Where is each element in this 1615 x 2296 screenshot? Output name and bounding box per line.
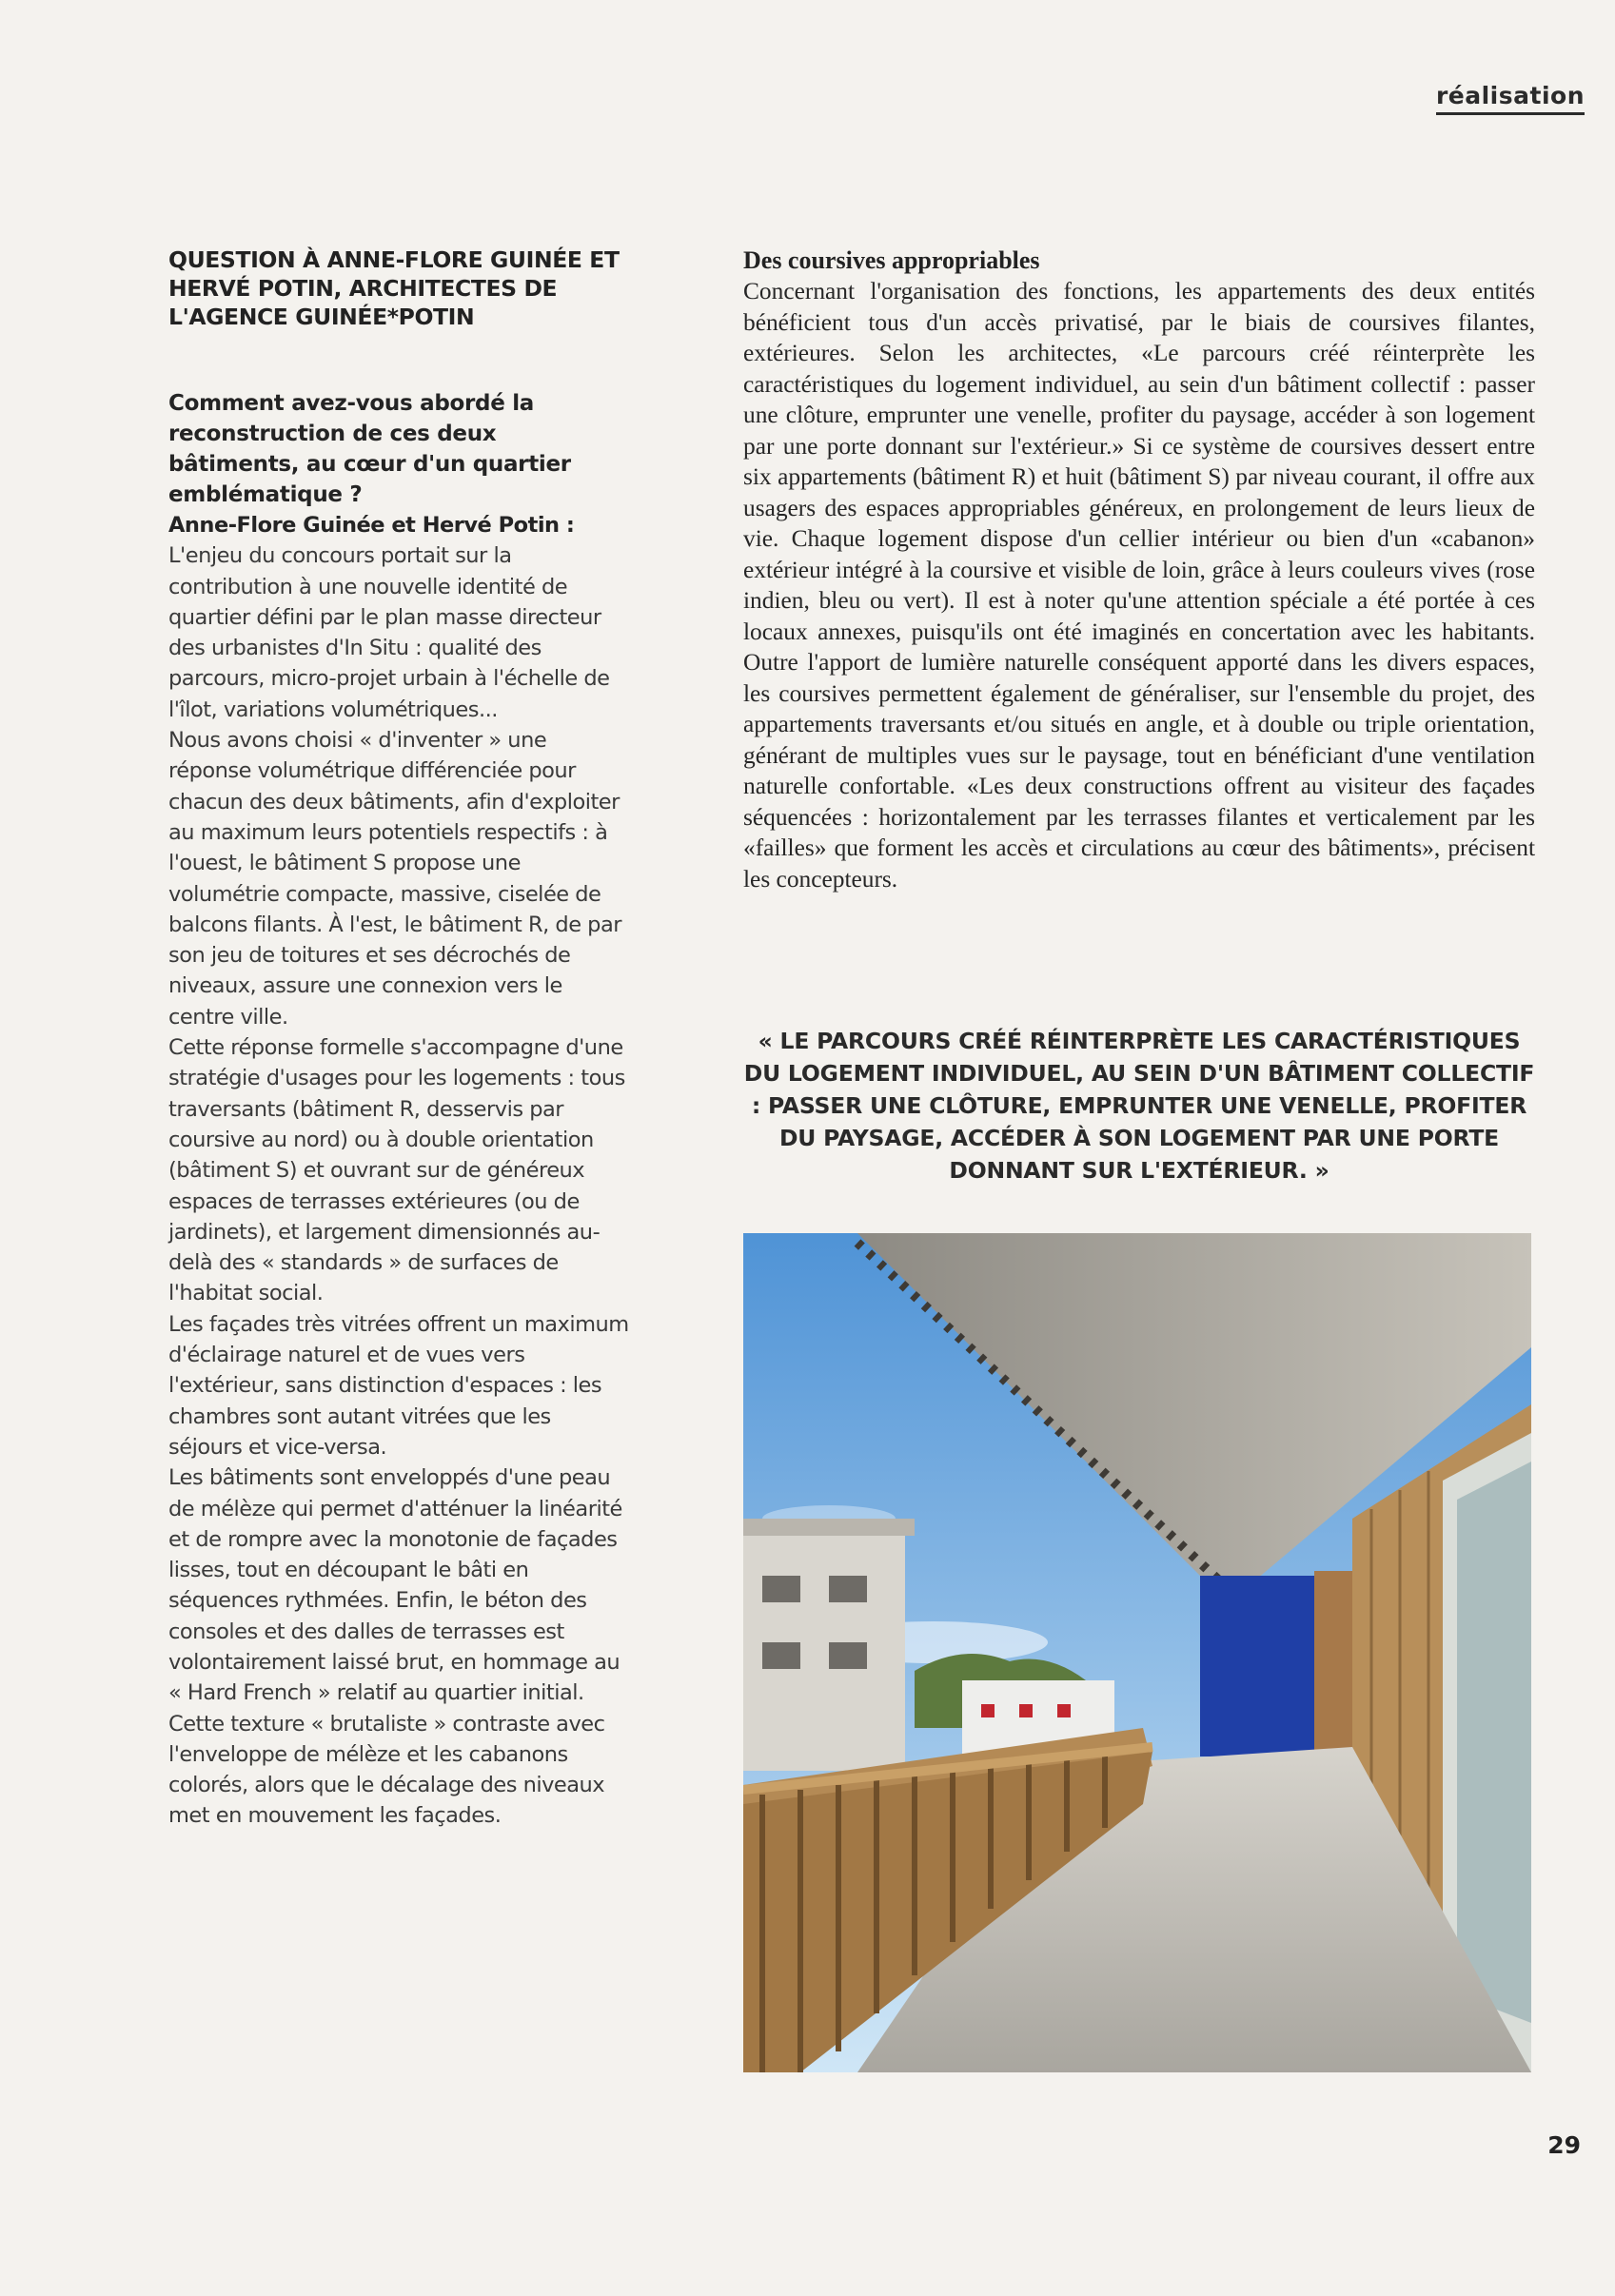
answer-paragraph-5: Les bâtiments sont enveloppés d'une peau de mélèze qui permet d'atténuer la linéarité et de rompre avec la monotonie de façades lisses, tout en découpant le bâti en séquences rythmées. Enfin, le béton des consoles et des dalles de terrasses est volontairement laissé brut, en hommage au « Hard French » relatif au quartier initial. Cette texture « brutaliste » contraste avec l'enveloppe de mélèze et les cabanons colorés, alors que le décalage des niveaux met en mouvement les façades. (168, 1465, 622, 1829)
speaker-label: Anne-Flore Guinée et Hervé Potin : (168, 513, 575, 538)
interview-question: Comment avez-vous abordé la reconstruction de ces deux bâtiments, au cœur d'un quartier emblématique ? (168, 391, 571, 507)
walkway-photo-illustration (743, 1233, 1531, 2072)
pull-quote: « LE PARCOURS CRÉÉ RÉINTERPRÈTE LES CARACTÉRISTIQUES DU LOGEMENT INDIVIDUEL, AU SEIN D'UN BÂTIMENT COLLECTIF : PASSER UNE CLÔTURE, EMPRUNTER UNE VENELLE, PROFITER DU PAYSAGE, ACCÉDER À SON LOGEMENT PAR UNE PORTE DONNANT SUR L'EXTÉRIEUR. » (743, 1028, 1535, 1184)
interview-column (168, 245, 630, 1832)
article-column (743, 245, 1535, 894)
section-tag: réalisation (1436, 82, 1585, 115)
answer-paragraph-2: Nous avons choisi « d'inventer » une réponse volumétrique différenciée pour chacun des deux bâtiments, afin d'exploiter au maximum leurs potentiels respectifs : à l'ouest, le bâtiment S propose une volumétrie compacte, massive, ciselée de balcons filants. À l'est, le bâtiment R, de par son jeu de toitures et ses décrochés de niveaux, assure une connexion vers le centre ville. (168, 728, 622, 1030)
answer-paragraph-1 (168, 510, 630, 725)
article-subhead: Des coursives appropriables (743, 246, 1040, 274)
walkway-photo (743, 1233, 1531, 2072)
article-body: Concernant l'organisation des fonctions, les appartements des deux entités bénéficient tous d'un accès privatisé, par le biais de coursives filantes, extérieures. Selon les architectes, «Le parcours créé réinterprète les caractéristiques du logement individuel, au sein d'un bâtiment collectif : passer une clôture, emprunter une venelle, profiter du paysage, accéder à son logement par une porte donnant sur l'extérieur.» Si ce système de coursives dessert entre six appartements (bâtiment R) et huit (bâtiment S) par niveau courant, il offre aux usagers des espaces appropriables généreux, en prolongement de leurs lieux de vie. Chaque logement dispose d'un cellier intérieur ou bien d'un «cabanon» extérieur intégré à la coursive et visible de loin, grâce à leurs couleurs vives (rose indien, bleu ou vert). Il est à noter qu'une attention spéciale a été portée à ces locaux annexes, puisqu'ils ont été imaginés en concertation avec les habitants. Outre l'apport de lumière naturelle conséquent apporté dans les divers espaces, les coursives permettent également de généraliser, sur l'ensemble du projet, des appartements traversants et/ou situés en angle, et à double ou triple orientation, générant de multiples vues sur le paysage, tout en bénéficiant d'une ventilation naturelle confortable. «Les deux constructions offrent au visiteur des façades séquencées : horizontalement par les terrasses filantes et verticalement par les «failles» que forment les accès et circulations au cœur des bâtiments», précisent les concepteurs. (743, 278, 1535, 893)
page-number: 29 (1547, 2131, 1581, 2159)
blue-cabanon-door (1200, 1576, 1314, 1756)
interview-title: QUESTION À ANNE-FLORE GUINÉE ET HERVÉ POTIN, ARCHITECTES DE L'AGENCE GUINÉE*POTIN (168, 246, 620, 330)
answer-text-1: L'enjeu du concours portait sur la contribution à une nouvelle identité de quartier défini par le plan masse directeur des urbanistes d'In Situ : qualité des parcours, micro-projet urbain à l'échelle de l'îlot, variations volumétriques... (168, 543, 610, 722)
answer-paragraph-4: Les façades très vitrées offrent un maximum d'éclairage naturel et de vues vers l'extérieur, sans distinction d'espaces : les chambres sont autant vitrées que les séjours et vice-versa. (168, 1311, 629, 1460)
answer-paragraph-3: Cette réponse formelle s'accompagne d'une stratégie d'usages pour les logements : tous traversants (bâtiment R, desservis par coursive au nord) ou à double orientation (bâtiment S) et ouvrant sur de généreux espaces de terrasses extérieures (ou de jardinets), et largement dimensionnés au-delà des « standards » de surfaces de l'habitat social. (168, 1035, 625, 1306)
